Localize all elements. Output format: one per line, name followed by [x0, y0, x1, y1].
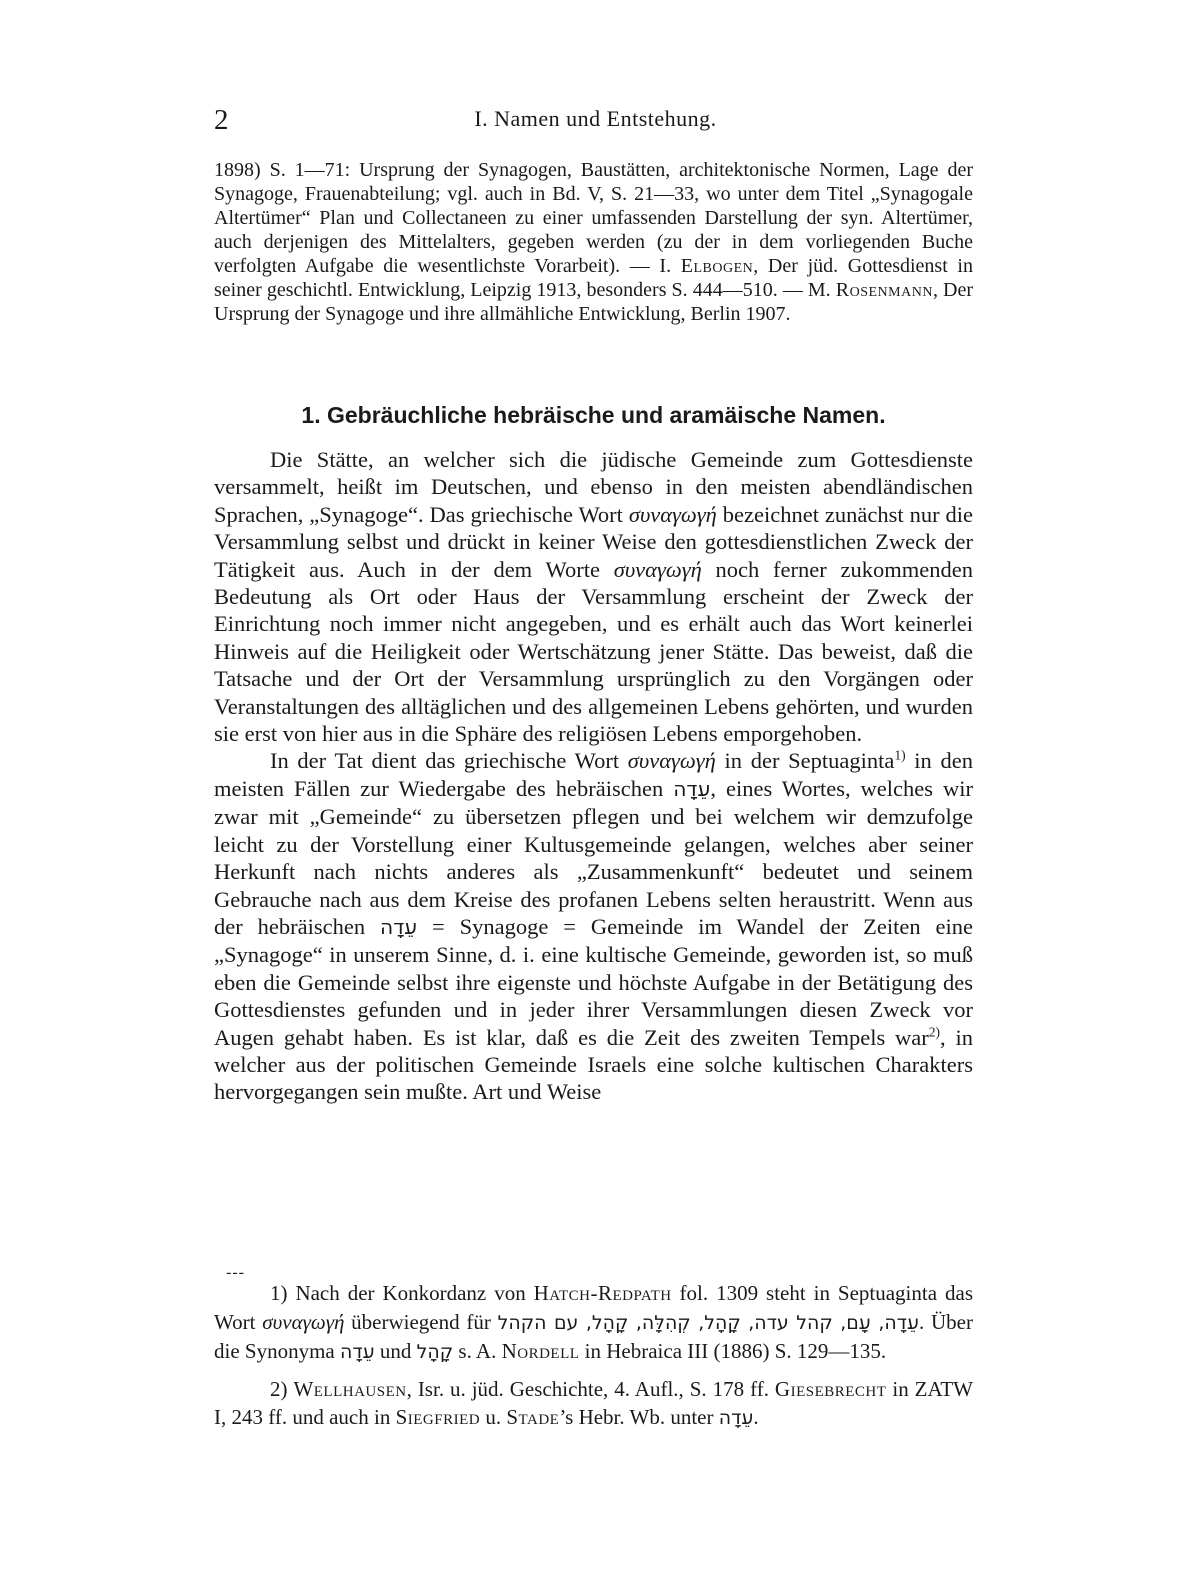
hebrew-word: עֵדָה — [718, 1407, 754, 1429]
footnote: 2) Wellhausen, Isr. u. jüd. Geschichte, 4. Aufl., S. 178 ff. Giesebrecht in ZATW I, 243 ff. und auch in Siegfried u. Stade’s Hebr. Wb. unter עֵדָה. — [214, 1376, 973, 1429]
greek-word: συναγωγή — [613, 556, 702, 582]
author-name: Hatch-Redpath — [533, 1281, 672, 1305]
hebrew-word: עֵדָה — [379, 914, 418, 939]
running-title: I. Namen und Entstehung. — [474, 106, 717, 131]
author-name: Stade — [506, 1405, 560, 1429]
footnote: 1) Nach der Konkordanz von Hatch-Redpath fol. 1309 steht in Septuaginta das Wort συναγωγή überwiegend für עֵדָה, עָם, קהל עדה, קָהָל, קְהִלָּה, קָהָל, עם הקהל. Über die Synonyma עֵדָה und קָהָל s. A. Nordell in Hebraica III (1886) S. 129—135. — [214, 1281, 973, 1363]
page-number: 2 — [214, 104, 229, 136]
bibliography-continuation — [214, 158, 973, 326]
author-name: Siegfried — [395, 1405, 481, 1429]
greek-word: συναγωγή — [262, 1309, 345, 1334]
greek-word: συναγωγή — [627, 748, 716, 774]
paragraph: In der Tat dient das griechische Wort συναγωγή in der Septuaginta$^{1)}$ in den meisten Fällen zur Wiedergabe des hebräischen עֵדָה, eines Wortes, welches wir zwar mit „Gemeinde“ zu übersetzen pflegen und bei welchem wir demzufolge leicht zu der Vorstellung einer Kultusgemeinde gelangen, welches aber seiner Herkunft nach nichts anderes als „Zusammenkunft“ bedeutet und seinem Gebrauche nach aus dem Kreise des profanen Lebens selten heraustritt. Wenn aus der hebräischen עֵדָה = Synagoge = Gemeinde im Wandel der Zeiten eine „Synagoge“ in unserem Sinne, d. i. eine kultische Gemeinde, geworden ist, so muß eben die Gemeinde selbst ihre eigenste und höchste Aufgabe in der Betätigung des Gottesdienstes gefunden und in jeder ihrer Versammlungen diesen Zweck vor Augen gehabt haben. Es ist klar, daß es die Zeit des zweiten Tempels war$^{2)}$, in welcher aus der politischen Gemeinde Israels eine solche kultischen Charakters hervorgegangen sein mußte. Art und Weise — [214, 747, 973, 1105]
author-name: Elbogen — [680, 255, 754, 277]
body-text — [214, 446, 973, 1106]
author-name: Wellhausen — [293, 1376, 407, 1401]
paragraph: Die Stätte, an welcher sich die jüdische Gemeinde zum Gottesdienste versammelt, heißt im Deutschen, und ebenso in den meisten abendländischen Sprachen, „Synagoge“. Das griechische Wort συναγωγή bezeichnet zunächst nur die Versammlung selbst und drückt in keiner Weise den gottesdienstlichen Zweck der Tätigkeit aus. Auch in der dem Worte συναγωγή noch ferner zukommenden Bedeutung als Ort oder Haus der Versammlung erscheint der Zweck der Einrichtung noch immer nicht angegeben, und es erhält auch das Wort keinerlei Hinweis auf die Heiligkeit oder Wertschätzung jener Stätte. Das beweist, daß die Tatsache und der Ort der Versammlung ursprünglich zu den Vorgängen oder Veranstaltungen des alltäglichen und des allgemeinen Lebens gehörten, und wurden sie erst von hier aus in die Sphäre des religiösen Lebens emporgehoben. — [214, 447, 973, 747]
greek-word: συναγωγή — [628, 501, 717, 527]
author-name: Giesebrecht — [774, 1376, 887, 1401]
author-name: Rosenmann — [835, 279, 933, 301]
footnote-separator: --- — [226, 1264, 245, 1281]
hebrew-word: קָהָל — [416, 1341, 454, 1363]
hebrew-word: עֵדָה — [673, 776, 711, 801]
author-name: Nordell — [501, 1339, 580, 1363]
footnote-ref[interactable]: 1) — [894, 747, 906, 763]
section-heading: 1. Gebräuchliche hebräische und aramäische Namen. — [301, 402, 886, 428]
hebrew-list: עֵדָה, עָם, קהל עדה, קָהָל, קְהִלָּה, קָהָל, עם הקהל — [497, 1311, 919, 1334]
footnote-ref[interactable]: 2) — [928, 1024, 941, 1040]
page-header — [0, 104, 1191, 140]
hebrew-word: עֵדָה — [340, 1341, 375, 1363]
bibliography-text: 1898) S. 1—71: Ursprung der Synagogen, Baustätten, architektonische Normen, Lage der Synagoge, Frauenabteilung; vgl. auch in Bd. V, S. 21—33, wo unter dem Titel „Synagogale Altertümer“ Plan und Collectaneen zu einer umfassenden Darstellung der syn. Altertümer, auch derjenigen des Mittelalters, gegeben werden (zu der in dem vorliegenden Buche verfolgten Aufgabe die wesentlichste Vorarbeit). — I. Elbogen, Der jüd. Gottesdienst in seiner geschichtl. Entwicklung, Leipzig 1913, besonders S. 444—510. — M. Rosenmann, Der Ursprung der Synagoge und ihre allmähliche Entwicklung, Berlin 1907. — [214, 159, 974, 325]
footnotes — [214, 1279, 973, 1433]
